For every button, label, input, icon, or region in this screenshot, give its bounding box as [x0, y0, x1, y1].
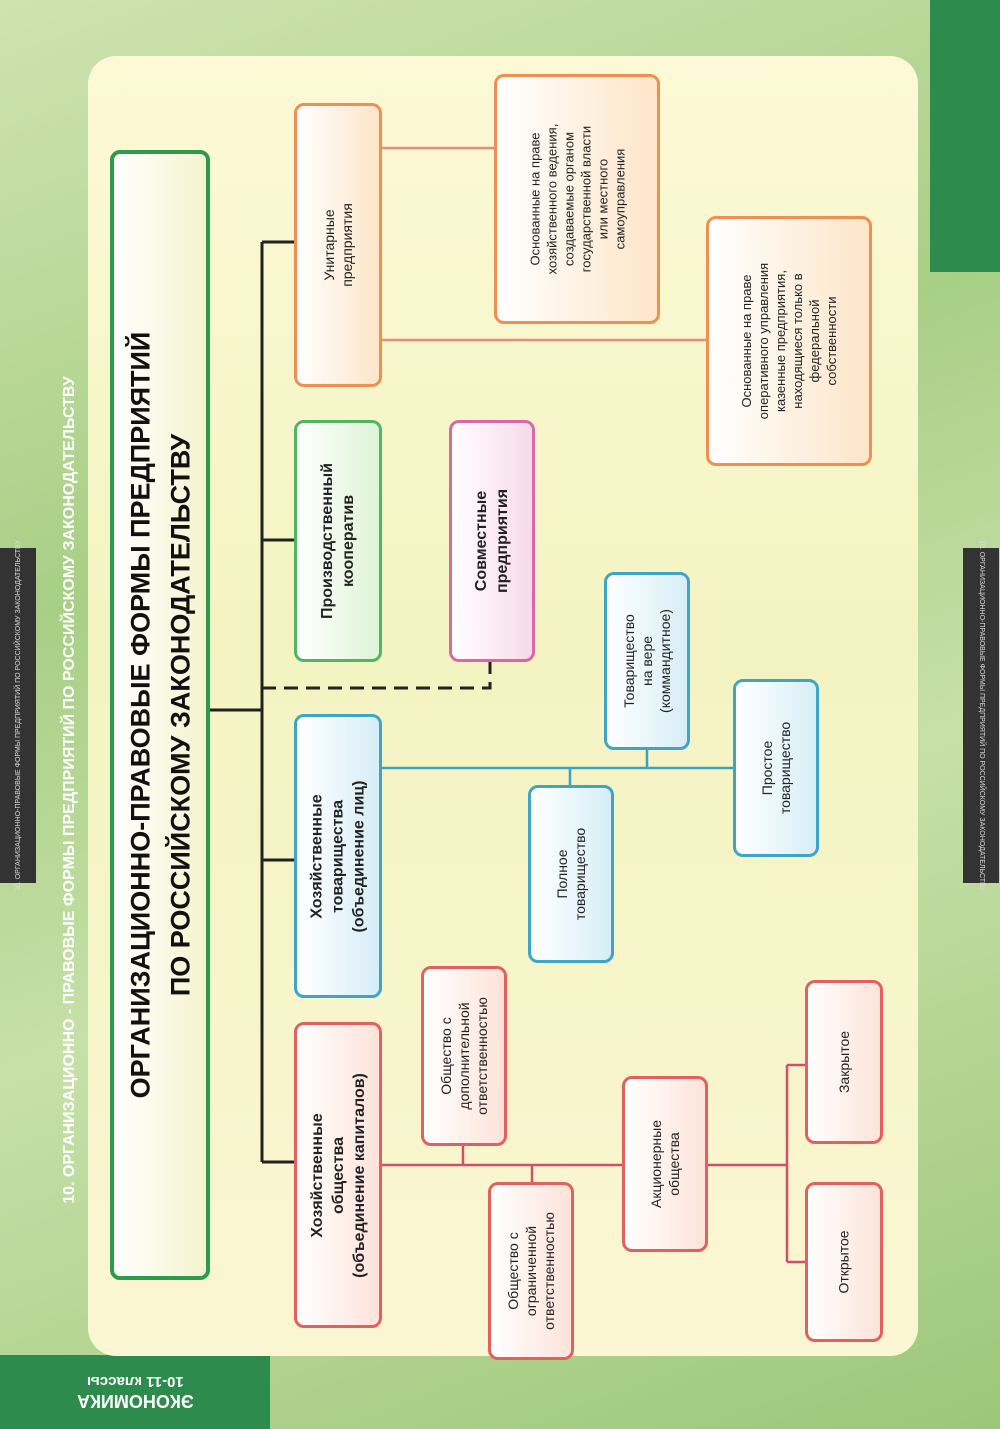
- joint-stock-companies-box: Акционерные общества: [622, 1076, 708, 1252]
- production-cooperative-box: Производственный кооператив: [294, 420, 382, 662]
- limited-partnership-box: Товарищество на вере (коммандитное): [604, 572, 690, 750]
- full-partnership-box: Полное товарищество: [528, 785, 614, 963]
- grades-label: 10-11 классы: [86, 1373, 184, 1390]
- operative-management-box: Основанные на праве оперативного управления казенные предприятия, находящиеся только в федеральной собственности: [706, 216, 872, 466]
- closed-company-box: Закрытое: [805, 980, 883, 1144]
- poster-caption: 10. ОРГАНИЗАЦИОННО - ПРАВОВЫЕ ФОРМЫ ПРЕДПРИЯТИЙ ПО РОССИЙСКОМУ ЗАКОНОДАТЕЛЬСТВУ: [61, 376, 78, 1204]
- partnership-connectors: [381, 750, 733, 785]
- business-companies-box: Хозяйственные общества (объединение капиталов): [294, 1022, 382, 1328]
- unitary-enterprises-box: Унитарные предприятия: [294, 103, 382, 387]
- simple-partnership-box: Простое товарищество: [733, 679, 819, 857]
- additional-liability-company-box: Общество с дополнительной ответственностью: [421, 966, 507, 1146]
- side-strip-right-text: 10. ОРГАНИЗАЦИОННО-ПРАВОВЫЕ ФОРМЫ ПРЕДПРИЯТИЙ ПО РОССИЙСКОМУ ЗАКОНОДАТЕЛЬСТВУ: [977, 540, 985, 891]
- open-company-box: Открытое: [805, 1182, 883, 1342]
- title-line-2: ПО РОССИЙСКОМУ ЗАКОНОДАТЕЛЬСТВУ: [165, 433, 195, 997]
- diagram-title: [110, 150, 210, 1280]
- limited-liability-company-box: Общество с ограниченной ответственностью: [488, 1182, 574, 1360]
- side-strip-left-text: 10. ОРГАНИЗАЦИОННО-ПРАВОВЫЕ ФОРМЫ ПРЕДПРИЯТИЙ ПО РОССИЙСКОМУ ЗАКОНОДАТЕЛЬСТВУ: [14, 540, 22, 891]
- subject-label: ЭКОНОМИКА: [76, 1391, 194, 1411]
- title-line-1: ОРГАНИЗАЦИОННО-ПРАВОВЫЕ ФОРМЫ ПРЕДПРИЯТИЙ: [125, 331, 155, 1099]
- economic-management-box: Основанные на праве хозяйственного ведения, создаваемые органом государственной власти или местного самоуправления: [494, 74, 660, 324]
- business-partnerships-box: Хозяйственные товарищества (объединение лиц): [294, 714, 382, 998]
- joint-ventures-box: Совместные предприятия: [449, 420, 535, 662]
